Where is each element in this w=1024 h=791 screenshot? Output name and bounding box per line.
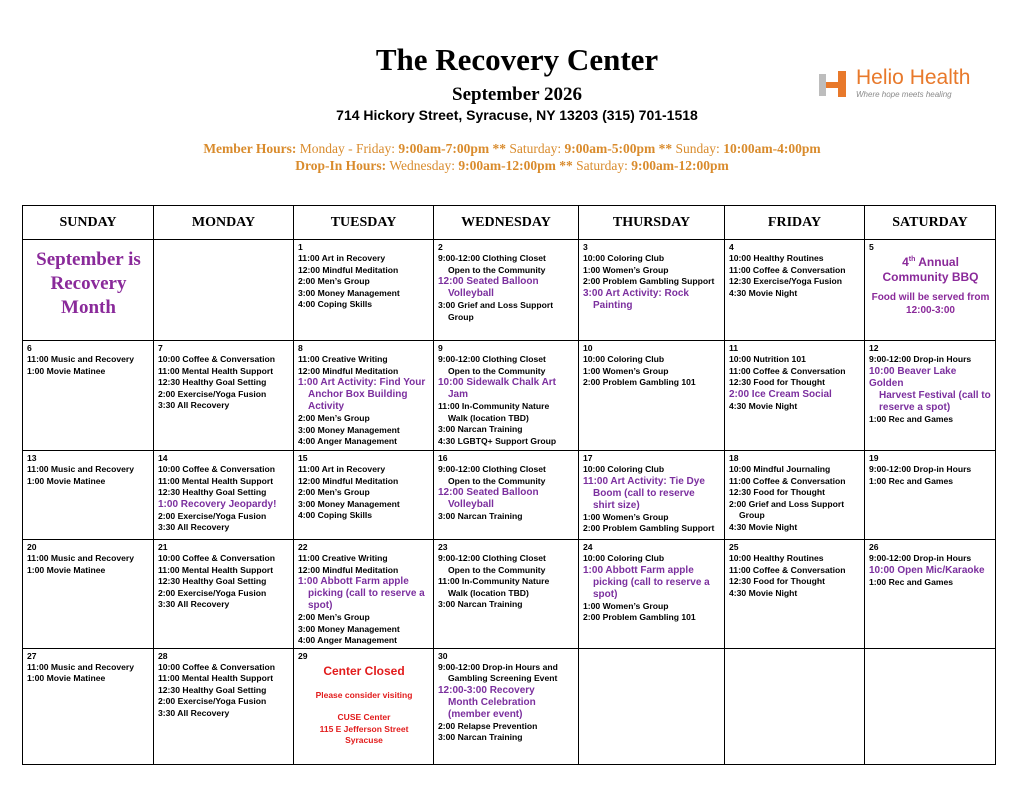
- day-cell: [865, 540, 996, 649]
- day-number: 17: [583, 453, 593, 463]
- bbq-title: 4th Annual Community BBQ: [882, 255, 979, 284]
- day-number: 13: [27, 453, 37, 463]
- event: 11:00 Coffee & Conversation: [729, 564, 846, 575]
- event: 11:00 Mental Health Support: [158, 475, 274, 486]
- event: Walk (location TBD): [448, 412, 529, 423]
- day-number: 26: [869, 542, 879, 552]
- day-cell: [434, 648, 579, 764]
- day-cell: [294, 648, 434, 764]
- day-cell: [23, 451, 154, 540]
- event: 4:00 Coping Skills: [298, 299, 373, 310]
- event: 2:00 Exercise/Yoga Fusion: [158, 696, 267, 707]
- event: 3:00 Narcan Training: [438, 732, 523, 743]
- event: Group: [739, 510, 765, 521]
- event: 4:00 Anger Management: [298, 635, 398, 646]
- event: 3:30 All Recovery: [158, 400, 230, 411]
- event: 11:00 Mental Health Support: [158, 365, 274, 376]
- day-number: 29: [298, 650, 308, 661]
- closed-location-name: CUSE Center: [337, 712, 391, 723]
- event: 3:30 All Recovery: [158, 707, 230, 718]
- event-highlight: Month Celebration: [448, 696, 536, 708]
- day-number: 30: [438, 650, 448, 661]
- weekday-header-row: [23, 206, 996, 240]
- week-row: [23, 540, 996, 649]
- event-highlight: 1:00 Recovery Jeopardy!: [158, 498, 277, 510]
- event: 10:00 Coffee & Conversation: [158, 553, 276, 564]
- day-cell: [154, 540, 294, 649]
- event: 3:00 Money Management: [298, 623, 400, 634]
- separator: **: [559, 158, 573, 173]
- event: 3:00 Narcan Training: [438, 511, 523, 522]
- event: 9:00-12:00 Clothing Closet: [438, 553, 546, 564]
- event-highlight: picking (call to reserve a: [593, 576, 710, 588]
- event-highlight: Anchor Box Building: [308, 389, 408, 401]
- event: 3:00 Grief and Loss Support: [438, 300, 554, 311]
- event: 11:00 Coffee & Conversation: [729, 365, 846, 376]
- month-subtitle: September 2026: [452, 84, 582, 105]
- event: 11:00 Mental Health Support: [158, 564, 274, 575]
- event-highlight: 12:00-3:00 Recovery: [438, 684, 535, 696]
- day-cell: [579, 240, 725, 341]
- event: 1:00 Rec and Games: [869, 475, 954, 486]
- dropin-sat-time: 9:00am-12:00pm: [631, 158, 729, 173]
- event: 4:00 Coping Skills: [298, 510, 373, 521]
- weekday-header: THURSDAY: [579, 206, 725, 240]
- center-closed-title: Center Closed: [323, 663, 405, 678]
- day-cell: [154, 451, 294, 540]
- dropin-hours: [0, 158, 1024, 174]
- calendar-grid: [22, 205, 996, 765]
- day-cell: [434, 540, 579, 649]
- event: 4:30 LGBTQ+ Support Group: [438, 435, 557, 446]
- event: 12:00 Mindful Meditation: [298, 264, 399, 275]
- event: 11:00 Mental Health Support: [158, 673, 274, 684]
- day-cell: [579, 451, 725, 540]
- day-cell: [294, 341, 434, 451]
- event-highlight: Boom (call to reserve: [593, 487, 695, 499]
- event: 1:00 Women’s Group: [583, 264, 669, 275]
- event-highlight: 2:00 Ice Cream Social: [729, 388, 832, 400]
- day-number: 8: [298, 343, 303, 353]
- day-number: 24: [583, 542, 593, 552]
- event: 4:30 Movie Night: [729, 587, 798, 598]
- helio-health-logo: [818, 68, 988, 104]
- event: 12:30 Healthy Goal Setting: [158, 684, 267, 695]
- day-number: 1: [298, 242, 303, 252]
- day-number: 7: [158, 343, 163, 353]
- event: 10:00 Coloring Club: [583, 553, 665, 564]
- event: 2:00 Men’s Group: [298, 487, 370, 498]
- event-highlight: Painting: [593, 299, 633, 311]
- week-row: [23, 341, 996, 451]
- event-highlight: reserve a spot): [879, 401, 951, 413]
- day-cell: [294, 451, 434, 540]
- event: 12:30 Healthy Goal Setting: [158, 377, 267, 388]
- event: 2:00 Problem Gambling 101: [583, 377, 696, 388]
- day-number: 18: [729, 453, 739, 463]
- day-cell: [725, 341, 865, 451]
- closed-location-city: Syracuse: [345, 734, 383, 745]
- day-number: 22: [298, 542, 308, 552]
- day-cell: [725, 451, 865, 540]
- event-highlight: 10:00 Open Mic/Karaoke: [869, 564, 985, 576]
- event-highlight: 1:00 Abbott Farm apple: [298, 576, 409, 588]
- event-highlight: 1:00 Art Activity: Find Your: [298, 377, 426, 389]
- event: 10:00 Coffee & Conversation: [158, 464, 276, 475]
- event-highlight: 11:00 Art Activity: Tie Dye: [583, 475, 705, 487]
- event: 2:00 Men’s Group: [298, 276, 370, 287]
- day-cell: [579, 341, 725, 451]
- event-highlight: Volleyball: [448, 499, 494, 511]
- event: 2:00 Problem Gambling Support: [583, 276, 715, 287]
- day-number: 16: [438, 453, 448, 463]
- day-number: 14: [158, 453, 168, 463]
- member-weekday-time: 9:00am-7:00pm: [398, 141, 490, 156]
- day-cell-empty: [865, 648, 996, 764]
- event-highlight: 12:00 Seated Balloon: [438, 276, 539, 288]
- event-highlight: 12:00 Seated Balloon: [438, 487, 539, 499]
- day-cell: [434, 240, 579, 341]
- event-highlight: Jam: [448, 389, 469, 401]
- event: 3:00 Money Management: [298, 424, 400, 435]
- event: Open to the Community: [448, 475, 546, 486]
- event: 3:30 All Recovery: [158, 599, 230, 610]
- event-highlight: Volleyball: [448, 288, 494, 300]
- event: 1:00 Women’s Group: [583, 511, 669, 522]
- event: 2:00 Relapse Prevention: [438, 720, 538, 731]
- event: 11:00 Coffee & Conversation: [729, 475, 846, 486]
- event: 10:00 Mindful Journaling: [729, 464, 831, 475]
- address-line: 714 Hickory Street, Syracuse, NY 13203 (315) 701-1518: [336, 107, 698, 123]
- day-cell: [294, 240, 434, 341]
- event: 2:00 Problem Gambling Support: [583, 523, 715, 534]
- event: 9:00-12:00 Clothing Closet: [438, 464, 546, 475]
- event: Open to the Community: [448, 564, 546, 575]
- dropin-wed-time: 9:00am-12:00pm: [458, 158, 556, 173]
- center-closed-note: Please consider visiting: [315, 689, 413, 700]
- event: 3:00 Money Management: [298, 287, 400, 298]
- event: 9:00-12:00 Clothing Closet: [438, 354, 546, 365]
- event: 12:00 Mindful Meditation: [298, 475, 399, 486]
- event: 11:00 In-Community Nature: [438, 401, 550, 412]
- day-cell: [23, 341, 154, 451]
- day-cell: [154, 648, 294, 764]
- day-number: 19: [869, 453, 879, 463]
- event: 10:00 Healthy Routines: [729, 253, 824, 264]
- day-number: 6: [27, 343, 32, 353]
- event: 9:00-12:00 Drop-in Hours: [869, 354, 972, 365]
- day-number: 25: [729, 542, 739, 552]
- day-cell: [725, 240, 865, 341]
- day-cell-empty: [154, 240, 294, 341]
- week-row: [23, 240, 996, 341]
- bbq-subtitle: Food will be served from 12:00-3:00: [871, 292, 990, 316]
- event: 12:30 Food for Thought: [729, 487, 825, 498]
- member-sat-day: Saturday:: [509, 141, 562, 156]
- day-number: 4: [729, 242, 734, 252]
- day-cell: [23, 540, 154, 649]
- weekday-header: WEDNESDAY: [434, 206, 579, 240]
- event-highlight: spot): [308, 600, 333, 612]
- day-cell-empty: [579, 648, 725, 764]
- dropin-wed-day: Wednesday:: [389, 158, 455, 173]
- event: 12:30 Food for Thought: [729, 576, 825, 587]
- event: 9:00-12:00 Drop-in Hours: [869, 464, 972, 475]
- day-cell: [865, 341, 996, 451]
- event-highlight: Activity: [308, 401, 345, 413]
- event-highlight: (member event): [448, 708, 523, 720]
- day-number: 21: [158, 542, 168, 552]
- event-highlight: 10:00 Sidewalk Chalk Art: [438, 377, 557, 389]
- day-cell: [725, 540, 865, 649]
- event: 2:00 Exercise/Yoga Fusion: [158, 587, 267, 598]
- event: 1:00 Movie Matinee: [27, 365, 106, 376]
- event: 12:00 Mindful Meditation: [298, 365, 399, 376]
- event: 12:30 Healthy Goal Setting: [158, 487, 267, 498]
- event: Group: [448, 311, 474, 322]
- event: 2:00 Grief and Loss Support: [729, 498, 845, 509]
- event: 11:00 Creative Writing: [298, 354, 388, 365]
- event: 10:00 Nutrition 101: [729, 354, 806, 365]
- page-title: The Recovery Center: [375, 42, 659, 77]
- event: Open to the Community: [448, 365, 546, 376]
- event: 1:00 Rec and Games: [869, 413, 954, 424]
- day-number: 12: [869, 343, 879, 353]
- recovery-month-note: September is Recovery Month: [36, 249, 141, 319]
- member-hours-label: Member Hours:: [203, 141, 297, 156]
- day-number: 3: [583, 242, 588, 252]
- day-cell: [154, 341, 294, 451]
- event: 10:00 Coloring Club: [583, 464, 665, 475]
- event: 1:00 Rec and Games: [869, 576, 954, 587]
- event: 11:00 Music and Recovery: [27, 464, 134, 475]
- day-cell: [294, 540, 434, 649]
- event: 2:00 Men’s Group: [298, 413, 370, 424]
- event: 10:00 Coffee & Conversation: [158, 354, 276, 365]
- day-cell: [579, 540, 725, 649]
- event: 2:00 Exercise/Yoga Fusion: [158, 510, 267, 521]
- event: 1:00 Movie Matinee: [27, 475, 106, 486]
- event-highlight: shirt size): [593, 499, 640, 511]
- day-number: 28: [158, 650, 168, 661]
- event-highlight: Harvest Festival (call to: [879, 389, 991, 401]
- event: 3:00 Narcan Training: [438, 599, 523, 610]
- event: 12:30 Exercise/Yoga Fusion: [729, 276, 843, 287]
- event: 2:00 Problem Gambling 101: [583, 612, 696, 623]
- day-number: 15: [298, 453, 308, 463]
- event-highlight: picking (call to reserve a: [308, 588, 425, 600]
- event: 1:00 Movie Matinee: [27, 673, 106, 684]
- event: 4:30 Movie Night: [729, 287, 798, 298]
- member-sat-time: 9:00am-5:00pm: [564, 141, 656, 156]
- day-number: 27: [27, 650, 37, 661]
- event: 11:00 Art in Recovery: [298, 253, 386, 264]
- day-number: 9: [438, 343, 443, 353]
- event: 12:30 Food for Thought: [729, 377, 825, 388]
- event: 10:00 Coloring Club: [583, 253, 665, 264]
- member-sun-time: 10:00am-4:00pm: [723, 141, 821, 156]
- event: 11:00 Music and Recovery: [27, 354, 134, 365]
- event: 10:00 Healthy Routines: [729, 553, 824, 564]
- event: 3:00 Money Management: [298, 498, 400, 509]
- event: 11:00 Music and Recovery: [27, 553, 134, 564]
- day-number: 23: [438, 542, 448, 552]
- event-highlight: 1:00 Abbott Farm apple: [583, 564, 694, 576]
- weekday-header: SUNDAY: [23, 206, 154, 240]
- event: Gambling Screening Event: [448, 673, 558, 684]
- event: 10:00 Coloring Club: [583, 354, 665, 365]
- day-cell-empty: [23, 240, 154, 341]
- day-cell: [865, 451, 996, 540]
- event: 12:00 Mindful Meditation: [298, 564, 399, 575]
- closed-location: [298, 712, 430, 746]
- day-number: 20: [27, 542, 37, 552]
- event: 4:30 Movie Night: [729, 400, 798, 411]
- closed-location-street: 115 E Jefferson Street: [319, 723, 409, 734]
- event-highlight: 10:00 Beaver Lake Golden: [869, 365, 957, 389]
- event: 11:00 In-Community Nature: [438, 576, 550, 587]
- member-sun-day: Sunday:: [675, 141, 720, 156]
- event: 4:30 Movie Night: [729, 521, 798, 532]
- event: 11:00 Creative Writing: [298, 553, 388, 564]
- day-cell: [434, 341, 579, 451]
- event: 9:00-12:00 Clothing Closet: [438, 253, 546, 264]
- week-row: [23, 451, 996, 540]
- day-number: 5: [869, 242, 874, 252]
- separator: **: [658, 141, 673, 156]
- event-highlight: 3:00 Art Activity: Rock: [583, 287, 689, 299]
- dropin-hours-label: Drop-In Hours:: [295, 158, 387, 173]
- event: Walk (location TBD): [448, 587, 529, 598]
- logo-tagline: Where hope meets healing: [856, 90, 952, 99]
- event: 11:00 Coffee & Conversation: [729, 264, 846, 275]
- event: 11:00 Art in Recovery: [298, 464, 386, 475]
- weekday-header: FRIDAY: [725, 206, 865, 240]
- event-highlight: spot): [593, 588, 618, 600]
- separator: **: [492, 141, 507, 156]
- day-number: 2: [438, 242, 443, 252]
- event: 9:00-12:00 Drop-in Hours: [869, 553, 972, 564]
- week-row: [23, 648, 996, 764]
- event: 10:00 Coffee & Conversation: [158, 661, 276, 672]
- member-weekday-days: Monday - Friday:: [299, 141, 396, 156]
- day-number: 10: [583, 343, 593, 353]
- weekday-header: SATURDAY: [865, 206, 996, 240]
- weekday-header: TUESDAY: [294, 206, 434, 240]
- event: 1:00 Women’s Group: [583, 365, 669, 376]
- event: Open to the Community: [448, 264, 546, 275]
- event: 2:00 Exercise/Yoga Fusion: [158, 388, 267, 399]
- event: 9:00-12:00 Drop-in Hours and: [438, 661, 558, 672]
- event: 1:00 Women’s Group: [583, 600, 669, 611]
- event: 11:00 Music and Recovery: [27, 661, 134, 672]
- weekday-header: MONDAY: [154, 206, 294, 240]
- event: 1:00 Movie Matinee: [27, 564, 106, 575]
- event: 3:00 Narcan Training: [438, 424, 523, 435]
- dropin-sat-day: Saturday:: [576, 158, 628, 173]
- event: 12:30 Healthy Goal Setting: [158, 576, 267, 587]
- day-cell: [865, 240, 996, 341]
- member-hours: [0, 141, 1024, 157]
- day-cell-empty: [725, 648, 865, 764]
- helio-h-icon: [818, 70, 850, 98]
- event: 3:30 All Recovery: [158, 522, 230, 533]
- event: 2:00 Men’s Group: [298, 612, 370, 623]
- day-number: 11: [729, 343, 739, 353]
- day-cell: [23, 648, 154, 764]
- logo-name: Helio Health: [856, 66, 971, 89]
- event: 4:00 Anger Management: [298, 436, 398, 447]
- day-cell: [434, 451, 579, 540]
